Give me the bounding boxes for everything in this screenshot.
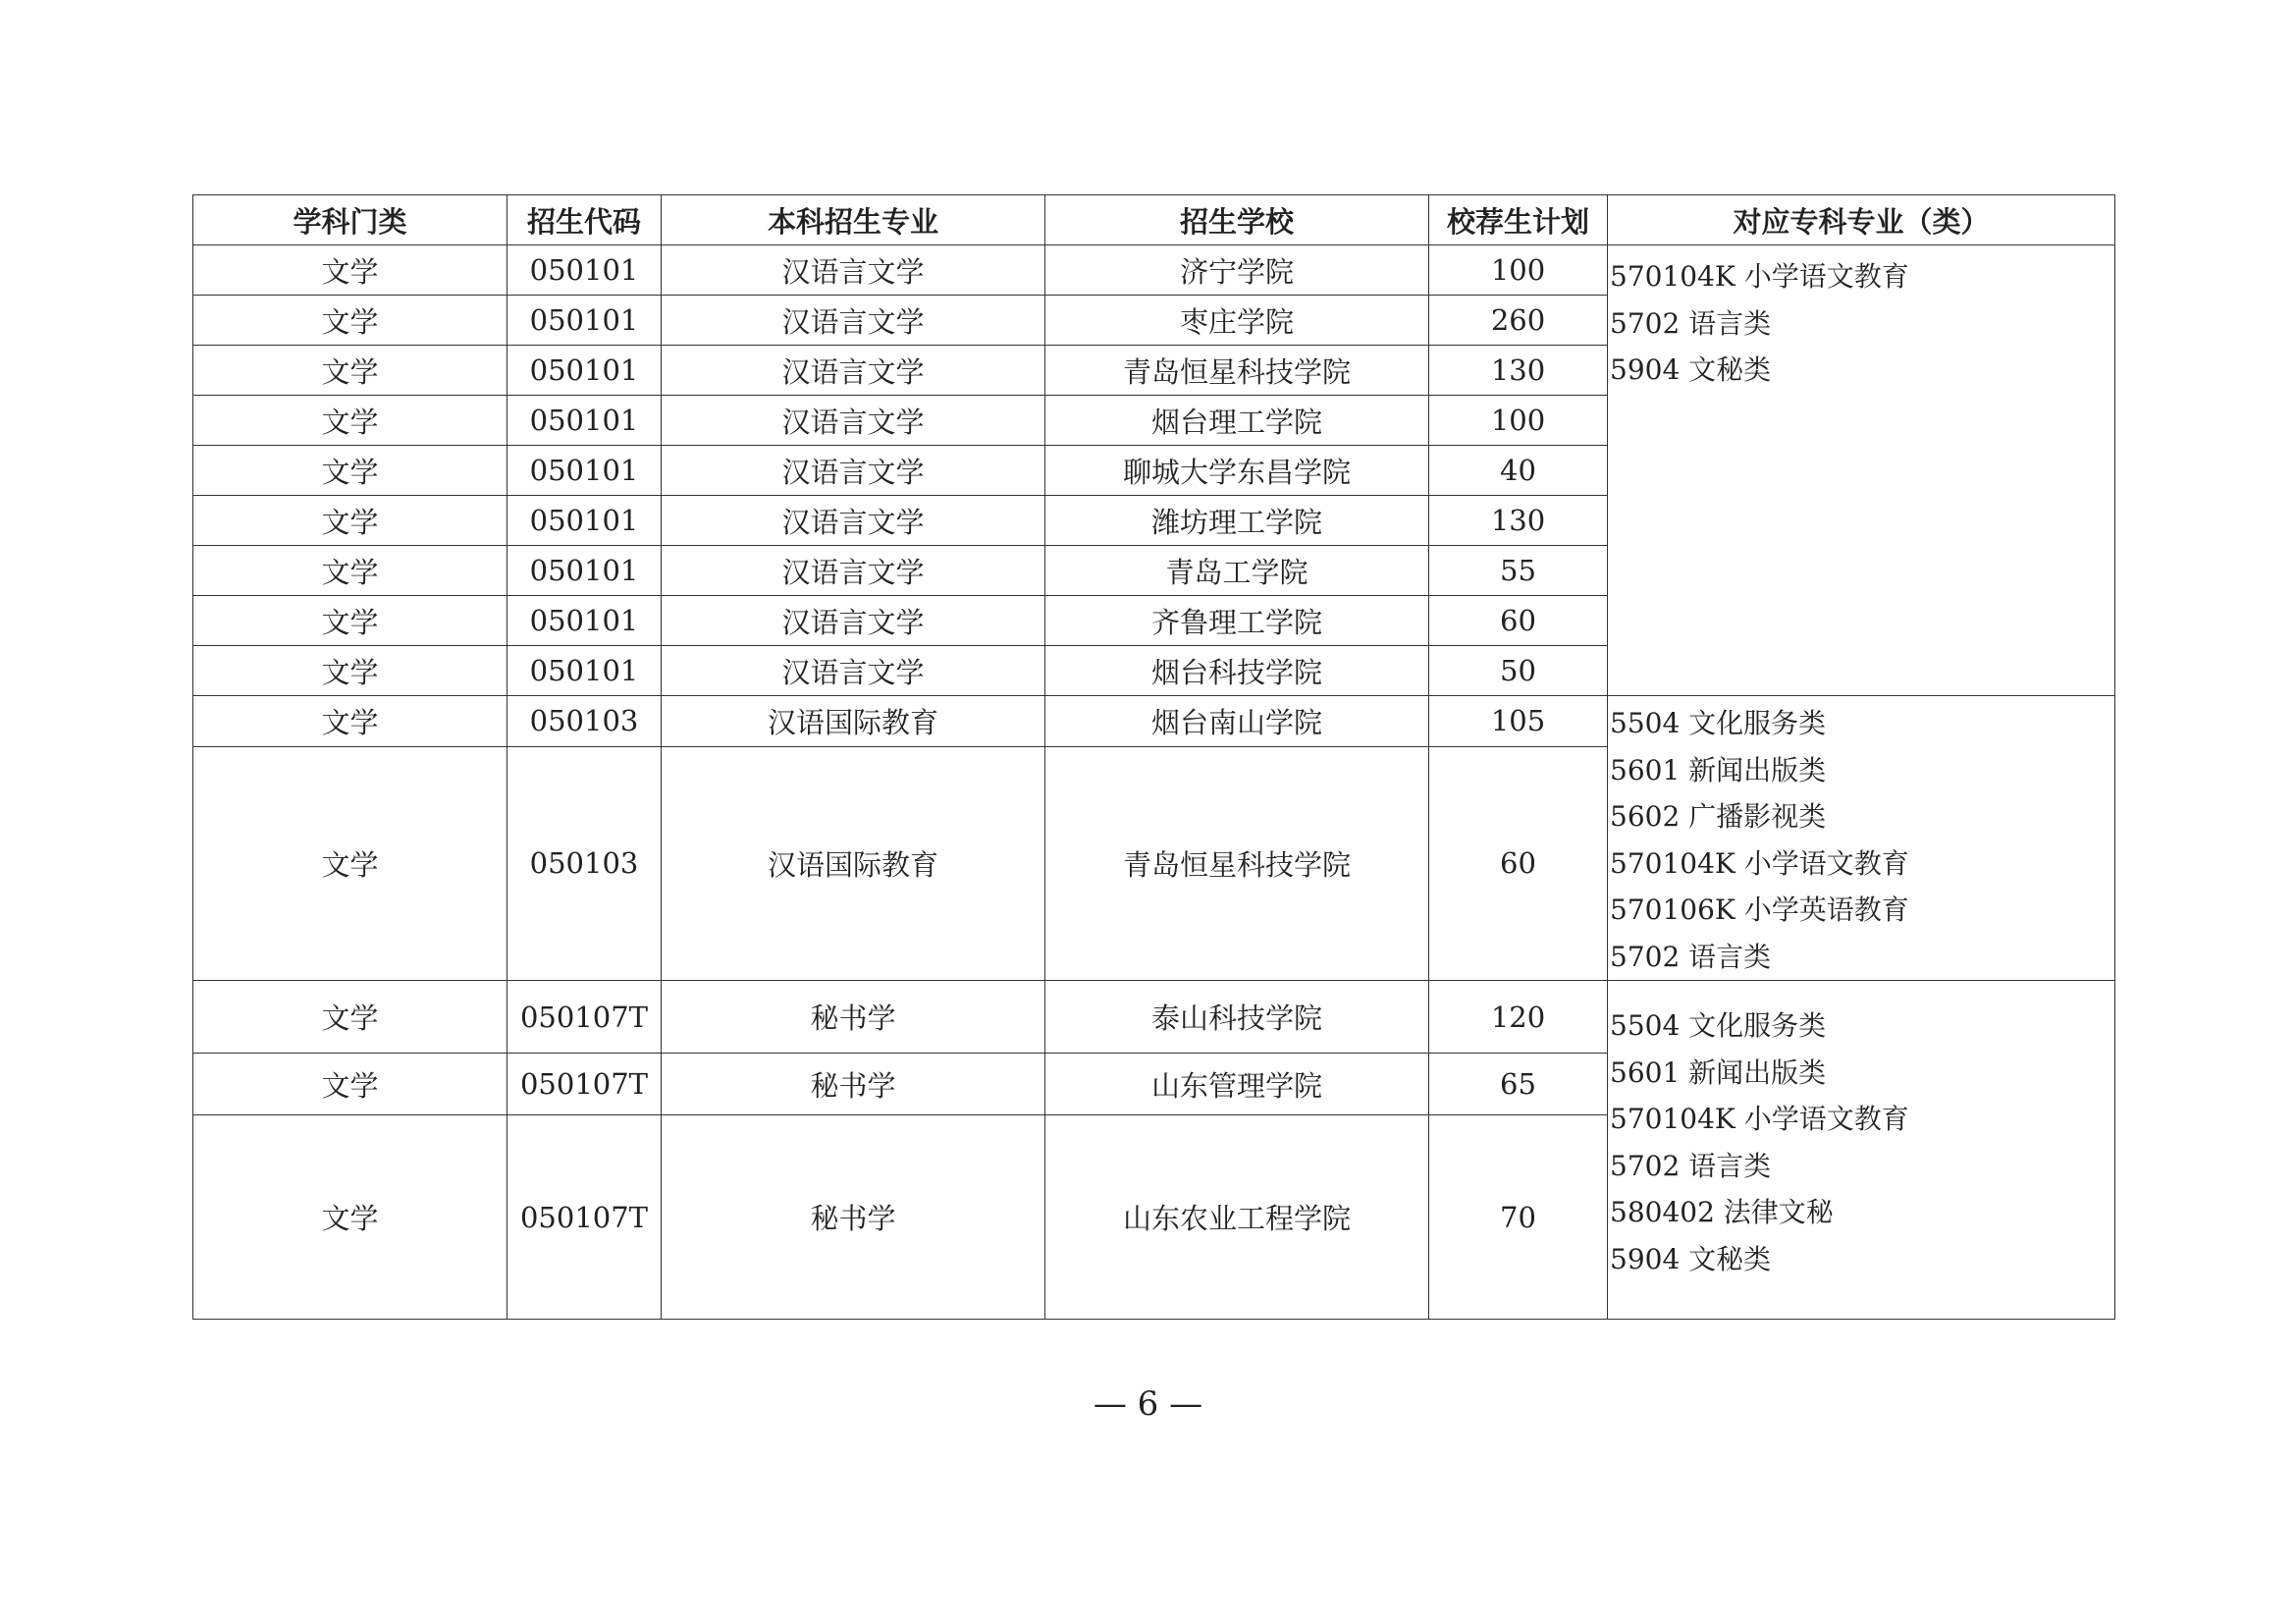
category-cell: 文学 <box>193 245 507 296</box>
code-cell: 050101 <box>507 245 662 296</box>
major-cell-name: 汉语言文学 <box>662 296 1045 346</box>
corresponding-major-item: 570106K 小学英语教育 <box>1610 893 1909 926</box>
school-cell: 齐鲁理工学院 <box>1045 596 1429 646</box>
header-school: 招生学校 <box>1045 195 1429 245</box>
code-cell: 050107T <box>507 1115 662 1320</box>
school-cell: 山东管理学院 <box>1045 1054 1429 1115</box>
major-cell-name: 汉语国际教育 <box>662 746 1045 980</box>
plan-cell: 130 <box>1429 346 1608 396</box>
corresponding-major-item: 570104K 小学语文教育 <box>1610 260 1909 293</box>
plan-cell: 105 <box>1429 696 1608 747</box>
code-cell: 050103 <box>507 746 662 980</box>
code-cell: 050101 <box>507 596 662 646</box>
code-cell: 050101 <box>507 296 662 346</box>
school-cell: 山东农业工程学院 <box>1045 1115 1429 1320</box>
major-cell-name: 汉语言文学 <box>662 346 1045 396</box>
category-cell: 文学 <box>193 396 507 446</box>
plan-cell: 60 <box>1429 746 1608 980</box>
plan-cell: 100 <box>1429 245 1608 296</box>
corresponding-major-item: 5601 新闻出版类 <box>1610 753 1827 786</box>
school-cell: 潍坊理工学院 <box>1045 496 1429 546</box>
corresponding-major-item: 5904 文秘类 <box>1610 353 1772 386</box>
school-cell: 泰山科技学院 <box>1045 981 1429 1054</box>
header-category: 学科门类 <box>193 195 507 245</box>
corresponding-major-item: 5702 语言类 <box>1610 1149 1772 1182</box>
corresponding-major-item: 5504 文化服务类 <box>1610 1009 1827 1042</box>
plan-cell: 70 <box>1429 1115 1608 1320</box>
header-major: 本科招生专业 <box>662 195 1045 245</box>
code-cell: 050101 <box>507 646 662 696</box>
corresponding-major-item: 5904 文秘类 <box>1610 1242 1772 1275</box>
corresponding-major-item: 570104K 小学语文教育 <box>1610 1103 1909 1135</box>
plan-cell: 65 <box>1429 1054 1608 1115</box>
table-row <box>193 696 2115 747</box>
code-cell: 050101 <box>507 496 662 546</box>
code-cell: 050101 <box>507 346 662 396</box>
code-cell: 050101 <box>507 396 662 446</box>
corresponding-majors-cell <box>1608 245 2115 696</box>
major-cell-name: 汉语言文学 <box>662 646 1045 696</box>
school-cell: 青岛工学院 <box>1045 546 1429 596</box>
major-cell-name: 秘书学 <box>662 1115 1045 1320</box>
table-header-row <box>193 195 2115 245</box>
corresponding-major-item: 5702 语言类 <box>1610 306 1772 340</box>
corresponding-major-item: 580402 法律文秘 <box>1610 1196 1834 1228</box>
school-cell: 济宁学院 <box>1045 245 1429 296</box>
category-cell: 文学 <box>193 546 507 596</box>
table-row <box>193 981 2115 1054</box>
school-cell: 青岛恒星科技学院 <box>1045 346 1429 396</box>
code-cell: 050107T <box>507 1054 662 1115</box>
school-cell: 青岛恒星科技学院 <box>1045 746 1429 980</box>
category-cell: 文学 <box>193 596 507 646</box>
plan-cell: 55 <box>1429 546 1608 596</box>
corresponding-major-item: 5504 文化服务类 <box>1610 707 1827 739</box>
major-cell-name: 汉语言文学 <box>662 396 1045 446</box>
category-cell: 文学 <box>193 346 507 396</box>
major-cell-name: 汉语言文学 <box>662 596 1045 646</box>
school-cell: 烟台理工学院 <box>1045 396 1429 446</box>
major-cell-name: 汉语言文学 <box>662 446 1045 496</box>
plan-cell: 130 <box>1429 496 1608 546</box>
corresponding-major-item: 5602 广播影视类 <box>1610 800 1827 833</box>
code-cell: 050107T <box>507 981 662 1054</box>
plan-cell: 40 <box>1429 446 1608 496</box>
header-corresponding-majors: 对应专科专业（类） <box>1608 195 2115 245</box>
plan-cell: 100 <box>1429 396 1608 446</box>
major-cell-name: 汉语国际教育 <box>662 696 1045 747</box>
code-cell: 050101 <box>507 546 662 596</box>
page-number: — 6 — <box>1093 1384 1203 1424</box>
major-cell-name: 汉语言文学 <box>662 546 1045 596</box>
code-cell: 050103 <box>507 696 662 747</box>
school-cell: 烟台南山学院 <box>1045 696 1429 747</box>
plan-cell: 50 <box>1429 646 1608 696</box>
category-cell: 文学 <box>193 446 507 496</box>
header-code: 招生代码 <box>507 195 662 245</box>
category-cell: 文学 <box>193 696 507 747</box>
corresponding-major-item: 5601 新闻出版类 <box>1610 1056 1827 1089</box>
major-cell-name: 汉语言文学 <box>662 245 1045 296</box>
enrollment-plan-table <box>192 194 2115 1320</box>
corresponding-majors-cell <box>1608 696 2115 981</box>
category-cell: 文学 <box>193 1054 507 1115</box>
school-cell: 枣庄学院 <box>1045 296 1429 346</box>
category-cell: 文学 <box>193 746 507 980</box>
category-cell: 文学 <box>193 646 507 696</box>
school-cell: 聊城大学东昌学院 <box>1045 446 1429 496</box>
code-cell: 050101 <box>507 446 662 496</box>
category-cell: 文学 <box>193 296 507 346</box>
category-cell: 文学 <box>193 981 507 1054</box>
header-plan: 校荐生计划 <box>1429 195 1608 245</box>
corresponding-major-item: 5702 语言类 <box>1610 940 1772 973</box>
plan-cell: 260 <box>1429 296 1608 346</box>
category-cell: 文学 <box>193 1115 507 1320</box>
school-cell: 烟台科技学院 <box>1045 646 1429 696</box>
major-cell-name: 秘书学 <box>662 981 1045 1054</box>
plan-cell: 60 <box>1429 596 1608 646</box>
corresponding-majors-cell <box>1608 981 2115 1320</box>
plan-cell: 120 <box>1429 981 1608 1054</box>
table-row <box>193 245 2115 296</box>
table-body <box>193 245 2115 1320</box>
category-cell: 文学 <box>193 496 507 546</box>
major-cell-name: 秘书学 <box>662 1054 1045 1115</box>
corresponding-major-item: 570104K 小学语文教育 <box>1610 846 1909 880</box>
major-cell-name: 汉语言文学 <box>662 496 1045 546</box>
